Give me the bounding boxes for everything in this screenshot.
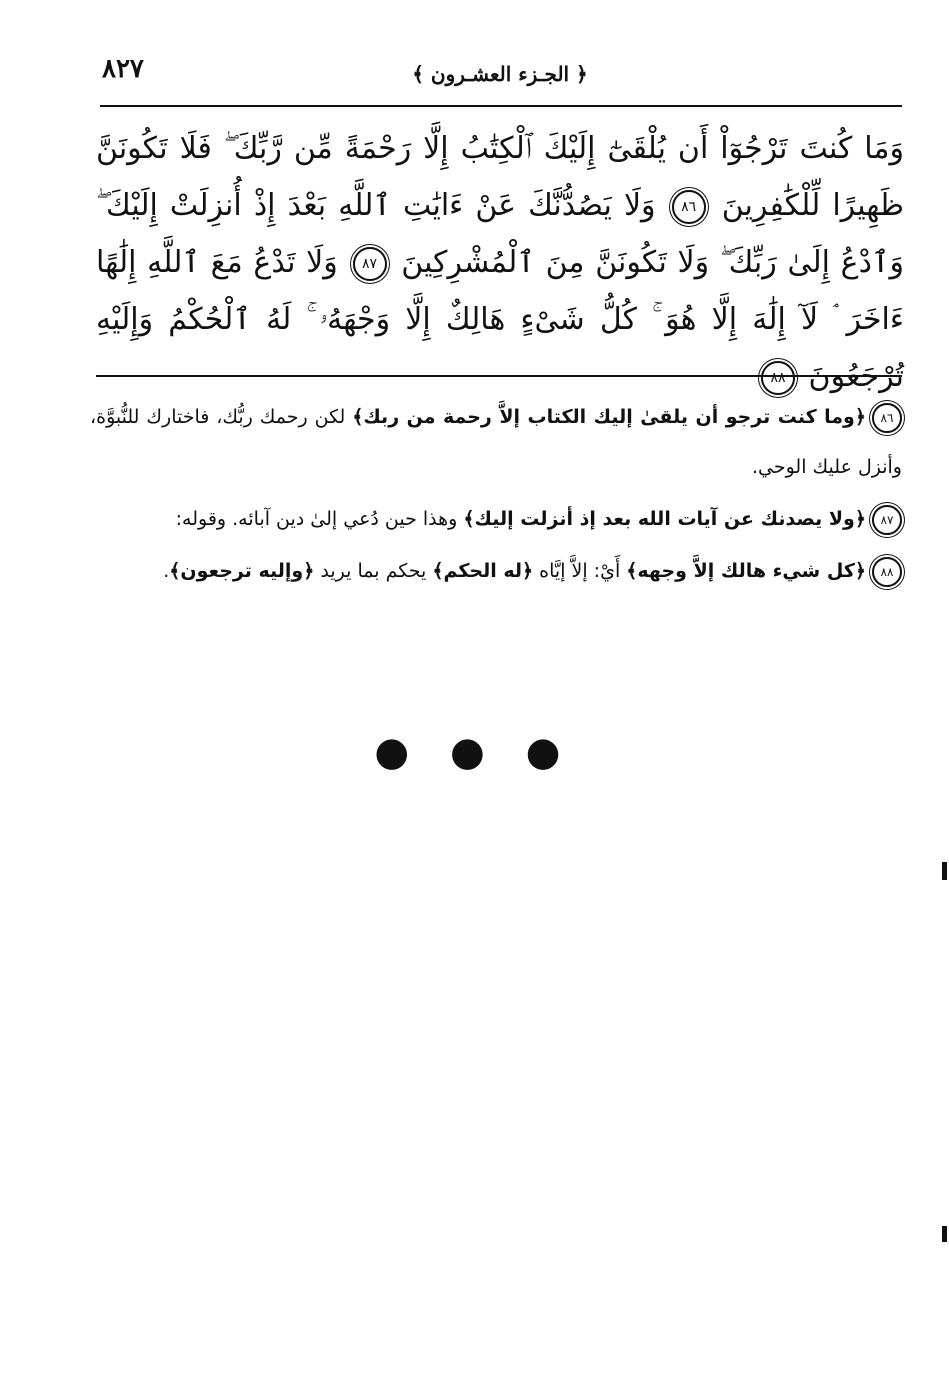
quran-line: لِّلْكَٰفِرِينَ (721, 188, 821, 223)
verse-88-marker: ٨٨ (761, 361, 795, 395)
note-88-marker: ٨٨ (872, 557, 902, 587)
note-87-marker: ٨٧ (872, 505, 902, 535)
note-88-text-3: . (163, 560, 170, 582)
commentary-rule (96, 375, 902, 377)
quran-line: وَلَا تَدْعُ مَعَ ٱللَّهِ إِلَٰهًا ءَاخَرَ ۘ لَآ إِلَٰهَ إِلَّا هُوَ ۚ كُلُّ شَىْءٍ هَالِكٌ إِلَّا وَجْهَهُۥ ۚ لَهُ (96, 245, 904, 337)
quran-line: وَلَا يَصُدُّنَّكَ عَنْ ءَايَٰتِ ٱللَّهِ بَعْدَ إِذْ أُنزِلَتْ إِلَيْكَ ۖ وَٱدْعُ إِلَىٰ رَبِّكَ ۖ وَلَا تَكُونَنَّ مِنَ (96, 188, 905, 280)
quran-line: ٱلْحُكْمُ وَإِلَيْهِ تُرْجَعُونَ (96, 302, 904, 394)
note-88-text-2: يحكم بما يريد (314, 560, 433, 582)
note-86-marker: ٨٦ (872, 403, 902, 433)
commentary-section (90, 392, 902, 598)
note-86-text: لكن رحمك ربُّك، فاختارك للنُّبوَّة، وأنزل عليك الوحي. (90, 406, 902, 478)
section-separator: ● ● ● (374, 729, 575, 775)
note-87-text: وهذا حين دُعي إلىٰ دين آبائه. وقوله: (175, 508, 464, 530)
page-number: ٨٢٧ (102, 54, 144, 84)
note-86 (90, 392, 902, 492)
verse-86-marker: ٨٦ (672, 190, 706, 224)
quran-line: وَمَا كُنتَ تَرْجُوٓاْ أَن يُلْقَىٰٓ إِلَيْكَ ٱلْكِتَٰبُ إِلَّا رَحْمَةً مِّن رَّبِّكَ ۖ فَلَا تَكُونَنَّ ظَهِيرًا (96, 131, 904, 223)
scan-mark (942, 1226, 947, 1242)
running-title: ﴿ الجـزء العشـرون ﴾ (412, 62, 588, 86)
header-rule (100, 105, 902, 107)
page-header (100, 48, 900, 98)
note-87 (90, 494, 902, 544)
note-88-quote-3: ﴿وإليه ترجعون﴾ (169, 560, 315, 582)
note-87-quote: ﴿ولا يصدنك عن آيات الله بعد إذ أنزلت إليك﴾ (463, 508, 866, 530)
note-88-quote-1: ﴿كل شيء هالك إلاَّ وجهه﴾ (626, 560, 866, 582)
note-86-quote: ﴿وما كنت ترجو أن يلقىٰ إليك الكتاب إلاَّ رحمة من ربك﴾ (352, 406, 866, 428)
note-88-quote-2: ﴿له الحكم﴾ (432, 560, 534, 582)
quran-line: ٱلْمُشْرِكِينَ (401, 245, 535, 280)
quran-text (96, 120, 904, 405)
note-88 (90, 546, 902, 596)
note-88-text-1: أَيْ: إلاَّ إيَّاه (533, 560, 627, 582)
scan-mark (942, 862, 947, 880)
verse-87-marker: ٨٧ (353, 247, 387, 281)
